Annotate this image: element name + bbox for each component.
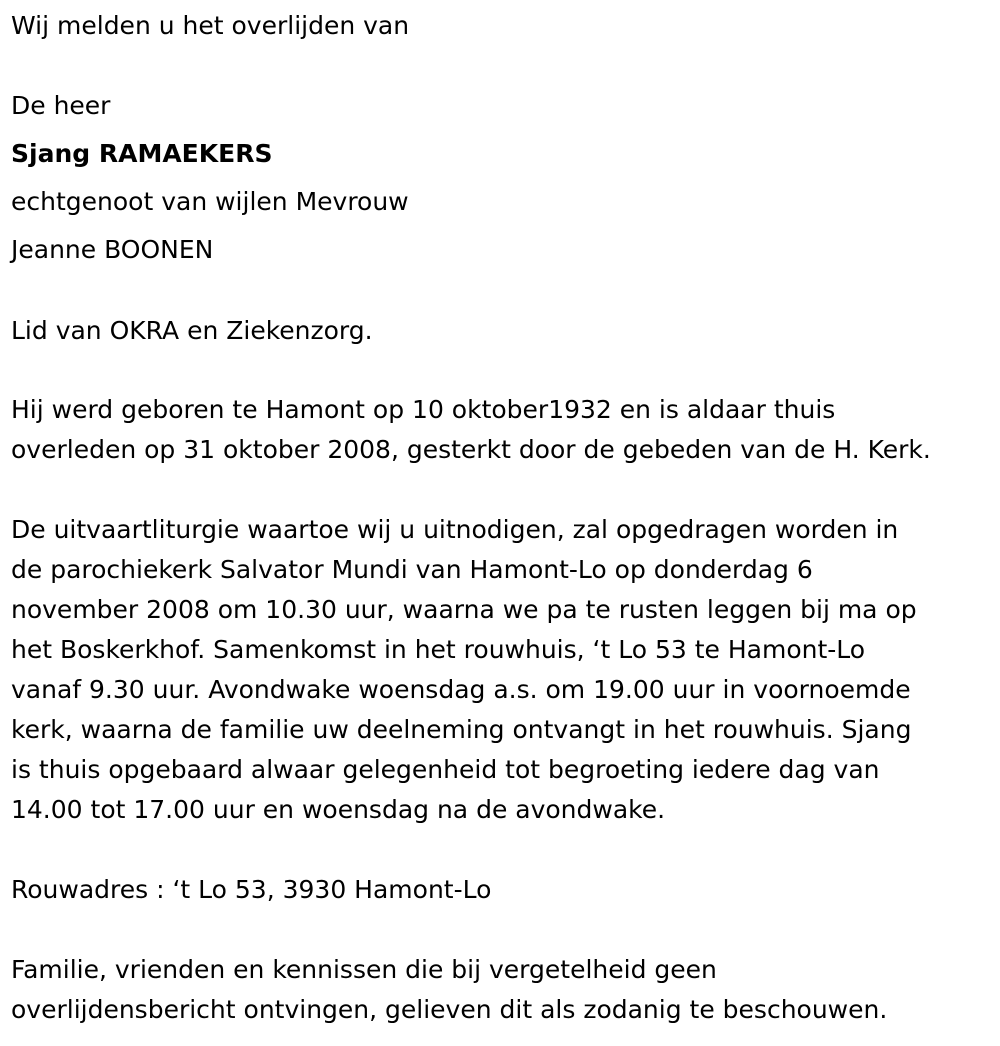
- spouse-line-2: Jeanne BOONEN: [11, 235, 214, 264]
- deceased-name: Sjang RAMAEKERS: [11, 139, 273, 168]
- paragraph-line: 14.00 tot 17.00 uur en woensdag na de avondwake.: [11, 795, 666, 824]
- paragraph-line: kerk, waarna de familie uw deelneming ontvangt in het rouwhuis. Sjang: [11, 715, 912, 744]
- mourning-address: Rouwadres : ‘t Lo 53, 3930 Hamont-Lo: [11, 875, 492, 904]
- intro-text: Wij melden u het overlijden van: [11, 11, 410, 40]
- birth-death-paragraph: [11, 390, 931, 470]
- paragraph-line: De uitvaartliturgie waartoe wij u uitnodigen, zal opgedragen worden in: [11, 515, 899, 544]
- paragraph-line: Hij werd geboren te Hamont op 10 oktober1932 en is aldaar thuis: [11, 395, 836, 424]
- paragraph-line: overlijdensbericht ontvingen, gelieven dit als zodanig te beschouwen.: [11, 995, 888, 1024]
- paragraph-line: Familie, vrienden en kennissen die bij vergetelheid geen: [11, 955, 717, 984]
- membership-text: Lid van OKRA en Ziekenzorg.: [11, 316, 373, 345]
- paragraph-line: vanaf 9.30 uur. Avondwake woensdag a.s. om 19.00 uur in voornoemde: [11, 675, 911, 704]
- paragraph-line: de parochiekerk Salvator Mundi van Hamont-Lo op donderdag 6: [11, 555, 813, 584]
- paragraph-line: november 2008 om 10.30 uur, waarna we pa te rusten leggen bij ma op: [11, 595, 917, 624]
- closing-paragraph: [11, 950, 887, 1030]
- funeral-paragraph: [11, 510, 917, 830]
- paragraph-line: is thuis opgebaard alwaar gelegenheid tot begroeting iedere dag van: [11, 755, 880, 784]
- honorific: De heer: [11, 91, 111, 120]
- paragraph-line: overleden op 31 oktober 2008, gesterkt door de gebeden van de H. Kerk.: [11, 435, 931, 464]
- paragraph-line: het Boskerkhof. Samenkomst in het rouwhuis, ‘t Lo 53 te Hamont-Lo: [11, 635, 866, 664]
- spouse-line-1: echtgenoot van wijlen Mevrouw: [11, 187, 409, 216]
